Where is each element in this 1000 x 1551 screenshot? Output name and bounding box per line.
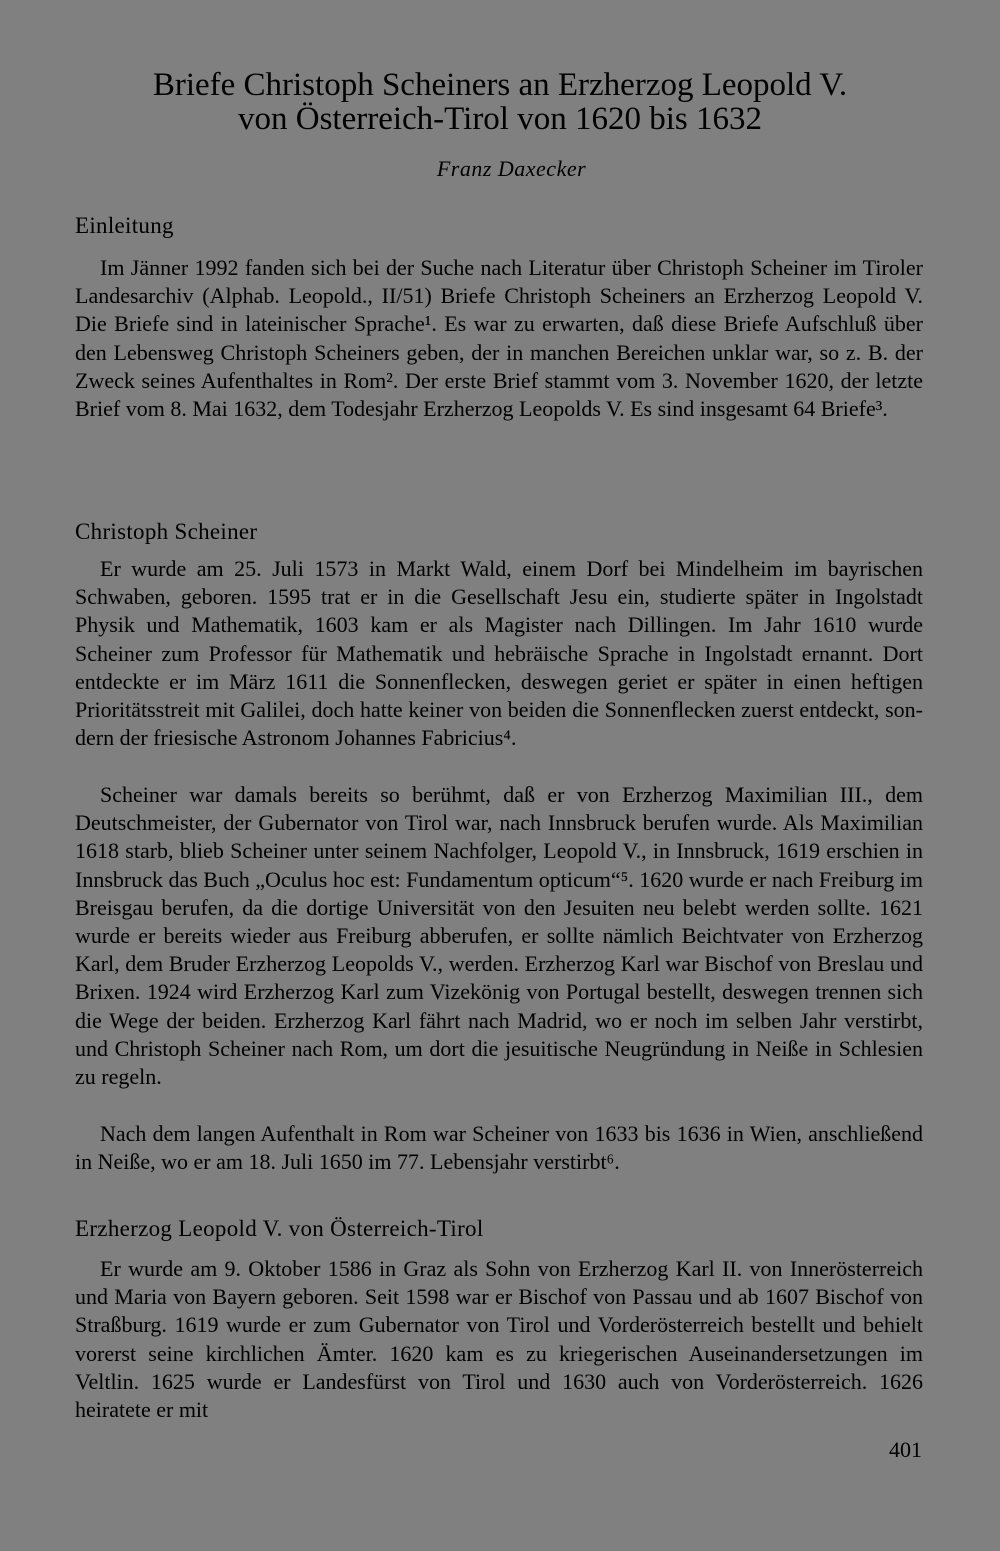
section-heading-leopold: Erzherzog Leopold V. von Österreich-Tirol [75,1216,484,1241]
article-title-line-1: Briefe Christoph Scheiners an Erzherzog Leopold V. [152,67,848,103]
paragraph-leopold: Er wurde am 9. Oktober 1586 in Graz als Sohn von Erzherzog Karl II. von Innerösterreich und Maria von Bayern geboren. Seit 1598 war er Bischof von Passau und ab 1607 Bischof von Straßburg. 1619 wurde er zum Gubernator von Tirol und Vorderösterreich bestellt und behielt vorerst seine kirchlichen Ämter. 1620 kam es zu kriegerischen Auseinandersetzungen im Veltlin. 1625 wurde er Landesfürst von Tirol und 1630 auch von Vorderösterreich. 1626 heiratete er mit [75,1256,923,1423]
section-heading-einleitung: Einleitung [75,213,174,238]
page-number: 401 [889,1437,922,1462]
paragraph-scheiner-1: Er wurde am 25. Juli 1573 in Markt Wald, einem Dorf bei Mindelheim im bayrischen Schwaben, geboren. 1595 trat er in die Gesellschaft Jesu ein, studierte später in Ingolstadt Physik und Mathematik, 1603 kam er als Magister nach Dillingen. Im Jahr 1610 wurde Scheiner zum Professor für Mathematik und hebräische Sprache in Ingolstadt ernannt. Dort entdeckte er im März 1611 die Sonnenflecken, deswegen geriet er später in einen heftigen Prioritätsstreit mit Galilei, doch hatte keiner von beiden die Sonnenflecken zuerst entdeckt, sondern der friesische Astronom Johannes Fabricius⁴. [75,556,923,751]
paragraph-scheiner-3: Nach dem langen Aufenthalt in Rom war Scheiner von 1633 bis 1636 in Wien, anschließend in Neiße, wo er am 18. Juli 1650 im 77. Lebensjahr verstirbt⁶. [75,1121,923,1175]
article-title-line-2: von Österreich-Tirol von 1620 bis 1632 [237,101,762,137]
article-author: Franz Daxecker [436,156,587,181]
paragraph-einleitung: Im Jänner 1992 fanden sich bei der Suche nach Literatur über Christoph Scheiner im Tiroler Landesarchiv (Alphab. Leopold., II/51) Briefe Christoph Scheiners an Erzherzog Leopold V. Die Briefe sind in lateinischer Sprache¹. Es war zu erwarten, daß diese Briefe Aufschluß über den Lebensweg Christoph Scheiners geben, der in manchen Bereichen unklar war, so z. B. der Zweck seines Aufenthaltes in Rom². Der erste Brief stammt vom 3. November 1620, der letzte Brief vom 8. Mai 1632, dem Todesjahr Erzherzog Leopolds V. Es sind insgesamt 64 Briefe³. [75,255,923,422]
paragraph-scheiner-2: Scheiner war damals bereits so berühmt, daß er von Erzherzog Maximilian III., dem Deutschmeister, der Gubernator von Tirol war, nach Innsbruck berufen wurde. Als Maximilian 1618 starb, blieb Scheiner unter seinem Nachfolger, Leopold V., in Innsbruck, 1619 erschien in Innsbruck das Buch „Oculus hoc est: Fundamentum opticum“⁵. 1620 wurde er nach Freiburg im Breisgau berufen, da die dortige Universität von den Jesuiten neu belebt werden sollte. 1621 wurde er bereits wieder aus Freiburg abberufen, er sollte nämlich Beichtvater von Erzherzog Karl, dem Bruder Erzherzog Leopolds V., werden. Erzherzog Karl war Bischof von Breslau und Brixen. 1924 wird Erzherzog Karl zum Vizekönig von Portugal bestellt, deswegen trennen sich die Wege der beiden. Erzherzog Karl fährt nach Madrid, wo er noch im selben Jahr verstirbt, und Christoph Scheiner nach Rom, um dort die jesuitische Neugründung in Neiße in Schlesien zu regeln. [75,782,923,1090]
section-heading-christoph-scheiner: Christoph Scheiner [75,519,258,544]
